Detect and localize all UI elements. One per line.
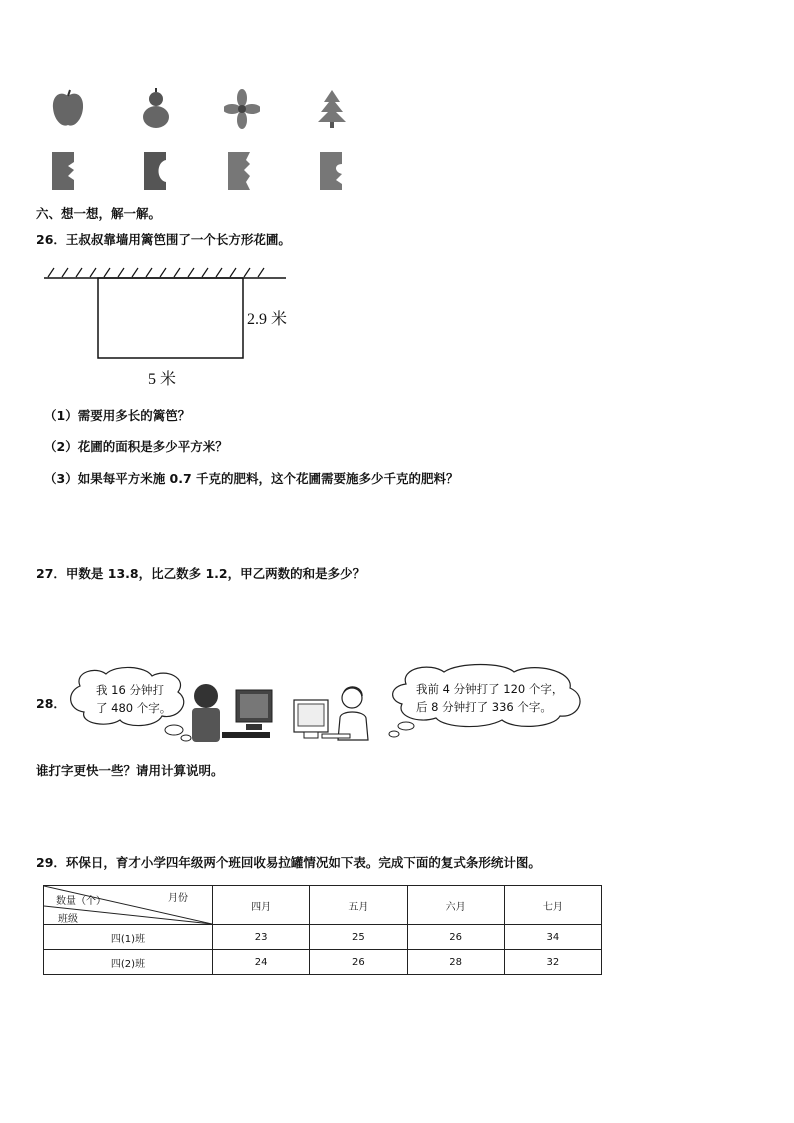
month-header: 七月 xyxy=(504,886,601,925)
q26-sub2: （2）花圃的面积是多少平方米？ xyxy=(44,439,228,454)
bubble-left-line2: 了 480 个字。 xyxy=(96,701,172,715)
corner-quantity-label: 数量（个） xyxy=(56,896,106,907)
month-header: 五月 xyxy=(310,886,407,925)
month-header: 六月 xyxy=(407,886,504,925)
class-cell: 四(2)班 xyxy=(44,950,213,975)
gourd-shape-icon xyxy=(138,88,174,130)
corner-class-label: 班级 xyxy=(58,914,78,925)
bubble-left-line1: 我 16 分钟打 xyxy=(96,683,164,697)
half-shape-4-icon xyxy=(316,150,352,192)
value-cell: 23 xyxy=(213,925,310,950)
q26-sub1: （1）需要用多长的篱笆？ xyxy=(44,408,191,423)
q28-question: 谁打字更快一些？请用计算说明。 xyxy=(36,763,224,778)
girl-typing-illustration xyxy=(292,684,382,744)
value-cell: 26 xyxy=(310,950,407,975)
table-corner-header xyxy=(44,886,213,925)
bubble-right-line2: 后 8 分钟打了 336 个字。 xyxy=(416,700,552,714)
apple-shape-icon xyxy=(50,88,86,130)
value-cell: 25 xyxy=(310,925,407,950)
q26-title: 26．王叔叔靠墙用篱笆围了一个长方形花圃。 xyxy=(36,232,291,247)
boy-typing-illustration xyxy=(186,680,278,744)
value-cell: 24 xyxy=(213,950,310,975)
class-cell: 四(1)班 xyxy=(44,925,213,950)
section-six-heading: 六、想一想，解一解。 xyxy=(36,206,162,221)
table-row xyxy=(44,950,602,975)
q28-number: 28． xyxy=(36,696,66,711)
q29-title: 29．环保日，育才小学四年级两个班回收易拉罐情况如下表。完成下面的复式条形统计图。 xyxy=(36,855,541,870)
half-shape-3-icon xyxy=(224,150,260,192)
flower-shape-icon xyxy=(224,88,260,130)
q27-title: 27．甲数是 13.8，比乙数多 1.2，甲乙两数的和是多少？ xyxy=(36,566,366,581)
garden-width-label: 2.9 米 xyxy=(247,311,288,328)
month-header: 四月 xyxy=(213,886,310,925)
bubble-right-line1: 我前 4 分钟打了 120 个字， xyxy=(416,682,564,696)
half-shape-2-icon xyxy=(140,150,176,192)
cans-table xyxy=(43,885,602,975)
garden-length-label: 5 米 xyxy=(148,371,177,388)
value-cell: 32 xyxy=(504,950,601,975)
value-cell: 26 xyxy=(407,925,504,950)
half-shape-1-icon xyxy=(50,150,86,192)
value-cell: 28 xyxy=(407,950,504,975)
value-cell: 34 xyxy=(504,925,601,950)
tree-shape-icon xyxy=(314,88,350,130)
corner-month-label: 月份 xyxy=(168,893,188,904)
table-row xyxy=(44,925,602,950)
q26-sub3: （3）如果每平方米施 0.7 千克的肥料，这个花圃需要施多少千克的肥料？ xyxy=(44,471,459,486)
